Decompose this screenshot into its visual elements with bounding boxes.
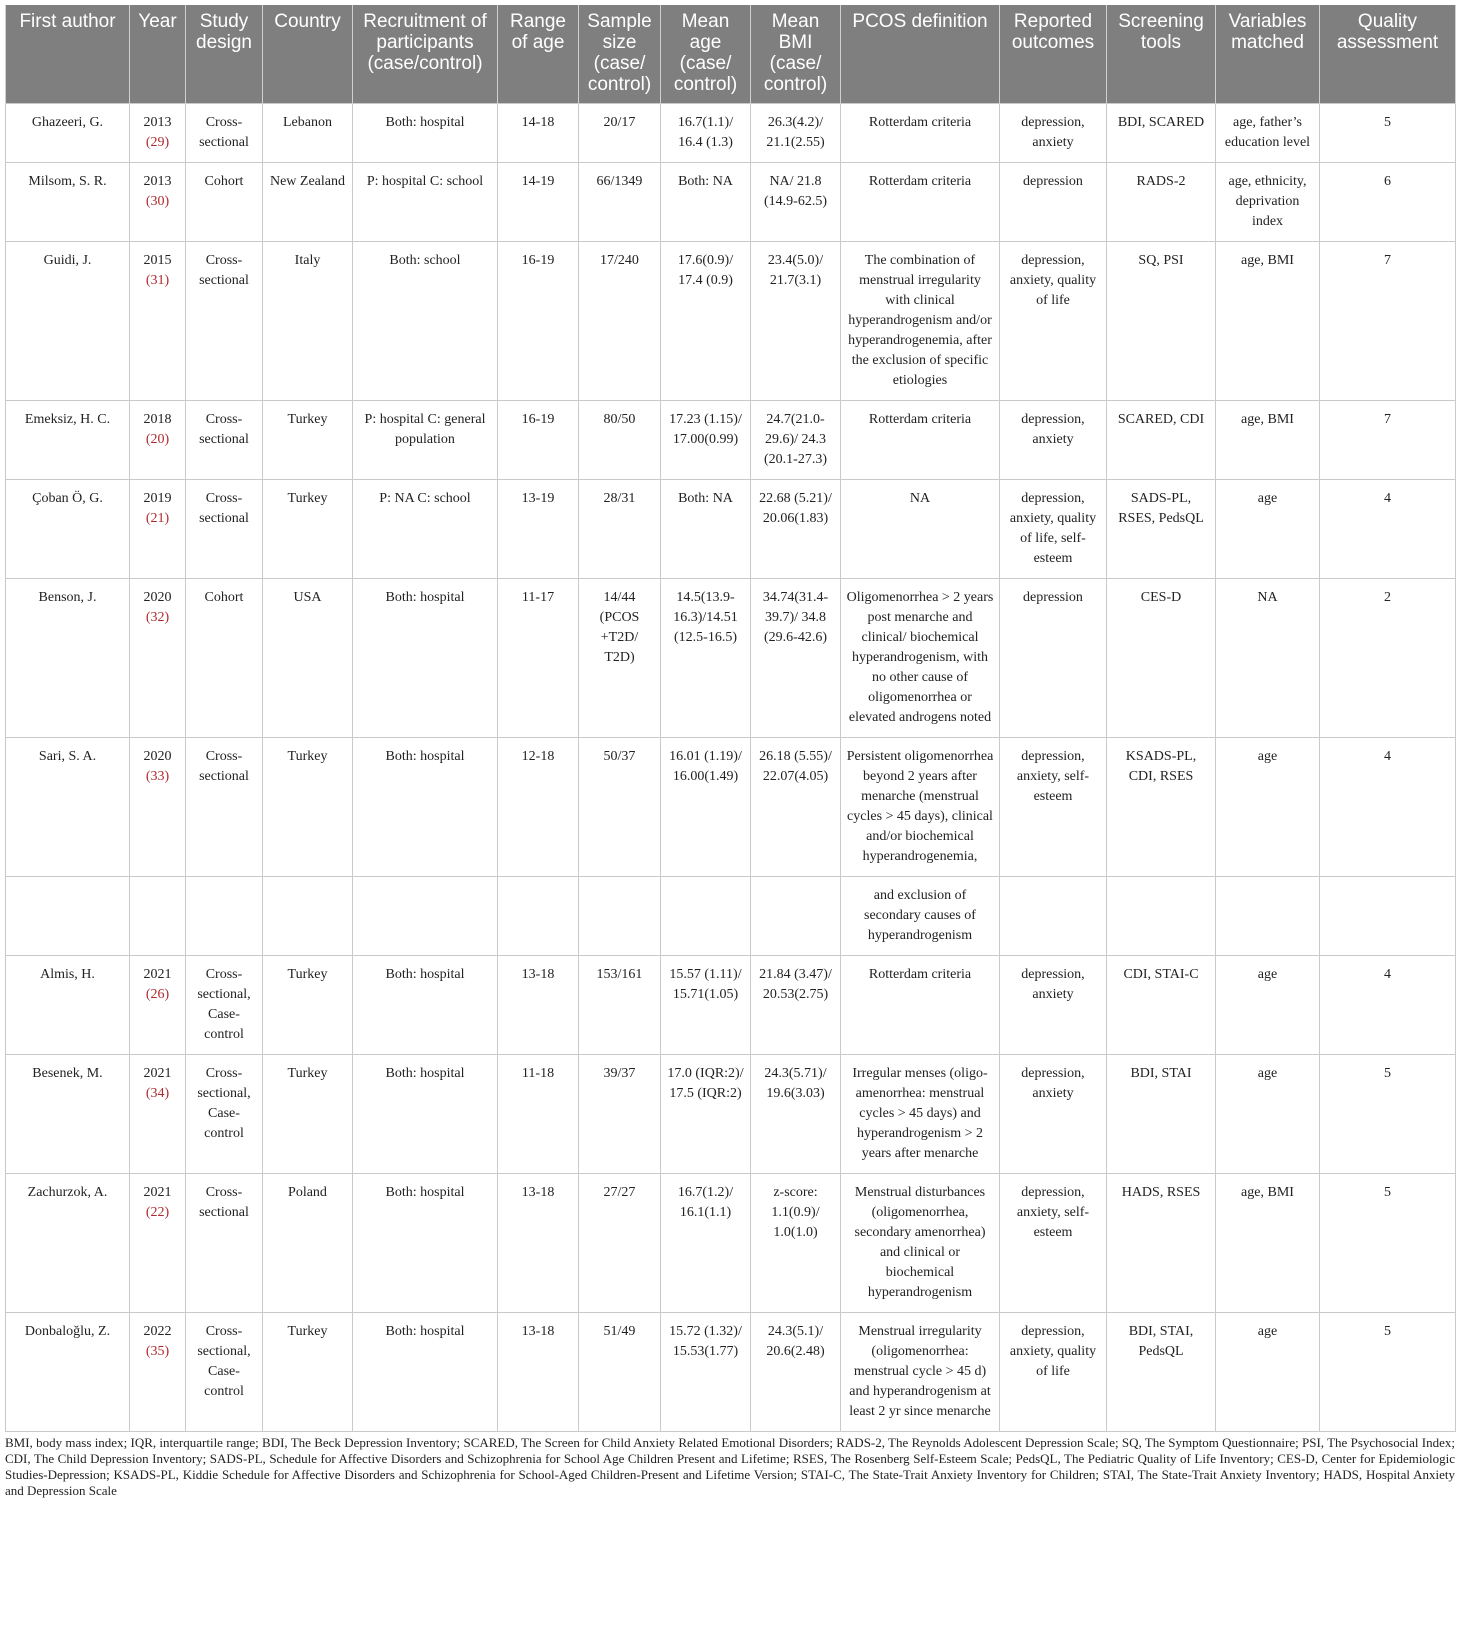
table-row: [6, 1054, 1456, 1173]
cell-country: Poland: [263, 1173, 353, 1312]
cell-quality-assessment: 2: [1320, 578, 1456, 737]
cell-quality-assessment: 5: [1320, 1312, 1456, 1431]
cell-variables-matched: age: [1216, 1054, 1320, 1173]
reference-link[interactable]: (22): [145, 1204, 170, 1220]
cell-range-of-age: 13-19: [498, 479, 579, 578]
cell-first-author: Emeksiz, H. C.: [6, 400, 130, 479]
cell-quality-assessment: 5: [1320, 1054, 1456, 1173]
cell-sample-size: 27/27: [579, 1173, 661, 1312]
cell-first-author: [6, 876, 130, 955]
year-value: 2015: [143, 252, 172, 268]
cell-mean-bmi: z-score: 1.1(0.9)/ 1.0(1.0): [751, 1173, 841, 1312]
reference-link[interactable]: (33): [145, 768, 170, 784]
cell-first-author: Milsom, S. R.: [6, 162, 130, 241]
cell-first-author: Ghazeeri, G.: [6, 103, 130, 162]
cell-country: Turkey: [263, 955, 353, 1054]
reference-link[interactable]: (21): [145, 510, 170, 526]
cell-pcos-definition: Rotterdam criteria: [841, 103, 1000, 162]
header-row: [6, 5, 1456, 103]
cell-recruitment: P: NA C: school: [353, 479, 498, 578]
year-value: 2013: [143, 114, 172, 130]
cell-year: [130, 737, 186, 876]
cell-screening-tools: [1107, 876, 1216, 955]
cell-reported-outcomes: depression, anxiety, quality of life: [1000, 1312, 1107, 1431]
cell-recruitment: Both: hospital: [353, 1054, 498, 1173]
cell-reported-outcomes: depression, anxiety, quality of life, self-esteem: [1000, 479, 1107, 578]
cell-variables-matched: [1216, 876, 1320, 955]
cell-pcos-definition: and exclusion of secondary causes of hyperandrogenism: [841, 876, 1000, 955]
cell-study-design: Cross-sectional: [186, 479, 263, 578]
cell-screening-tools: HADS, RSES: [1107, 1173, 1216, 1312]
cell-recruitment: Both: hospital: [353, 1312, 498, 1431]
cell-quality-assessment: 7: [1320, 400, 1456, 479]
cell-pcos-definition: Irregular menses (oligo-amenorrhea: menstrual cycles > 45 days) and hyperandrogenism > 2 years after menarche: [841, 1054, 1000, 1173]
reference-link[interactable]: (32): [145, 609, 170, 625]
cell-country: Turkey: [263, 1312, 353, 1431]
cell-pcos-definition: Menstrual disturbances (oligomenorrhea, secondary amenorrhea) and clinical or biochemical hyperandrogenism: [841, 1173, 1000, 1312]
cell-year: [130, 400, 186, 479]
cell-study-design: Cross-sectional: [186, 103, 263, 162]
cell-reported-outcomes: depression: [1000, 162, 1107, 241]
cell-sample-size: 153/161: [579, 955, 661, 1054]
cell-variables-matched: age: [1216, 1312, 1320, 1431]
table-row: [6, 876, 1456, 955]
cell-sample-size: 80/50: [579, 400, 661, 479]
cell-pcos-definition: Rotterdam criteria: [841, 955, 1000, 1054]
year-value: 2022: [143, 1323, 172, 1339]
cell-first-author: Besenek, M.: [6, 1054, 130, 1173]
cell-country: Italy: [263, 241, 353, 400]
cell-range-of-age: 16-19: [498, 241, 579, 400]
cell-range-of-age: 12-18: [498, 737, 579, 876]
cell-quality-assessment: [1320, 876, 1456, 955]
year-value: 2021: [143, 1065, 172, 1081]
reference-link[interactable]: (30): [145, 193, 170, 209]
cell-mean-bmi: 23.4(5.0)/ 21.7(3.1): [751, 241, 841, 400]
cell-variables-matched: age, BMI: [1216, 1173, 1320, 1312]
cell-reported-outcomes: depression, anxiety: [1000, 400, 1107, 479]
cell-mean-age: 16.7(1.2)/ 16.1(1.1): [661, 1173, 751, 1312]
cell-country: Turkey: [263, 400, 353, 479]
table-row: [6, 162, 1456, 241]
cell-range-of-age: 13-18: [498, 955, 579, 1054]
cell-study-design: Cohort: [186, 162, 263, 241]
cell-screening-tools: CES-D: [1107, 578, 1216, 737]
cell-sample-size: 39/37: [579, 1054, 661, 1173]
cell-quality-assessment: 6: [1320, 162, 1456, 241]
cell-mean-age: Both: NA: [661, 479, 751, 578]
cell-range-of-age: 14-19: [498, 162, 579, 241]
cell-recruitment: Both: hospital: [353, 103, 498, 162]
cell-range-of-age: 13-18: [498, 1173, 579, 1312]
cell-sample-size: 17/240: [579, 241, 661, 400]
cell-sample-size: 66/1349: [579, 162, 661, 241]
cell-pcos-definition: Oligomenorrhea > 2 years post menarche and clinical/ biochemical hyperandrogenism, with no other cause of oligomenorrhea or elevated androgens noted: [841, 578, 1000, 737]
cell-study-design: Cross-sectional, Case-control: [186, 1054, 263, 1173]
cell-mean-age: 14.5(13.9-16.3)/14.51 (12.5-16.5): [661, 578, 751, 737]
cell-first-author: Zachurzok, A.: [6, 1173, 130, 1312]
cell-recruitment: Both: hospital: [353, 578, 498, 737]
cell-year: [130, 876, 186, 955]
cell-quality-assessment: 5: [1320, 1173, 1456, 1312]
cell-screening-tools: CDI, STAI-C: [1107, 955, 1216, 1054]
cell-mean-bmi: 22.68 (5.21)/ 20.06(1.83): [751, 479, 841, 578]
cell-mean-age: Both: NA: [661, 162, 751, 241]
cell-variables-matched: age, ethnicity, deprivation index: [1216, 162, 1320, 241]
table-row: [6, 241, 1456, 400]
cell-range-of-age: 16-19: [498, 400, 579, 479]
cell-variables-matched: NA: [1216, 578, 1320, 737]
cell-year: [130, 1173, 186, 1312]
cell-variables-matched: age, father’s education level: [1216, 103, 1320, 162]
cell-pcos-definition: NA: [841, 479, 1000, 578]
cell-range-of-age: 13-18: [498, 1312, 579, 1431]
cell-sample-size: [579, 876, 661, 955]
cell-first-author: Sari, S. A.: [6, 737, 130, 876]
year-value: 2020: [143, 748, 172, 764]
cell-pcos-definition: Rotterdam criteria: [841, 400, 1000, 479]
header-reported-outcomes: Reported outcomes: [1000, 5, 1107, 103]
reference-link[interactable]: (31): [145, 272, 170, 288]
cell-year: [130, 241, 186, 400]
header-recruitment: Recruitment of participants (case/control): [353, 5, 498, 103]
cell-reported-outcomes: depression, anxiety: [1000, 955, 1107, 1054]
cell-sample-size: 14/44 (PCOS +T2D/ T2D): [579, 578, 661, 737]
cell-range-of-age: 11-17: [498, 578, 579, 737]
cell-quality-assessment: 5: [1320, 103, 1456, 162]
cell-screening-tools: SCARED, CDI: [1107, 400, 1216, 479]
year-value: 2021: [143, 1184, 172, 1200]
table-row: [6, 103, 1456, 162]
cell-range-of-age: [498, 876, 579, 955]
header-mean-bmi: Mean BMI (case/ control): [751, 5, 841, 103]
cell-year: [130, 479, 186, 578]
cell-sample-size: 50/37: [579, 737, 661, 876]
cell-mean-age: 17.6(0.9)/ 17.4 (0.9): [661, 241, 751, 400]
cell-recruitment: Both: hospital: [353, 955, 498, 1054]
cell-recruitment: Both: school: [353, 241, 498, 400]
cell-study-design: Cross-sectional: [186, 1173, 263, 1312]
cell-recruitment: [353, 876, 498, 955]
header-sample-size: Sample size (case/ control): [579, 5, 661, 103]
cell-country: [263, 876, 353, 955]
cell-mean-age: 15.72 (1.32)/ 15.53(1.77): [661, 1312, 751, 1431]
header-screening-tools: Screening tools: [1107, 5, 1216, 103]
cell-study-design: [186, 876, 263, 955]
cell-reported-outcomes: depression, anxiety: [1000, 1054, 1107, 1173]
cell-recruitment: Both: hospital: [353, 737, 498, 876]
year-value: 2019: [143, 490, 172, 506]
table-row: [6, 578, 1456, 737]
header-first-author: First author: [6, 5, 130, 103]
cell-screening-tools: RADS-2: [1107, 162, 1216, 241]
cell-range-of-age: 14-18: [498, 103, 579, 162]
cell-mean-bmi: 24.3(5.71)/ 19.6(3.03): [751, 1054, 841, 1173]
cell-pcos-definition: Menstrual irregularity (oligomenorrhea: menstrual cycle > 45 d) and hyperandrogenism at least 2 yr since menarche: [841, 1312, 1000, 1431]
study-characteristics-table: [5, 5, 1456, 1432]
cell-quality-assessment: 4: [1320, 955, 1456, 1054]
cell-sample-size: 28/31: [579, 479, 661, 578]
cell-screening-tools: KSADS-PL, CDI, RSES: [1107, 737, 1216, 876]
cell-study-design: Cross-sectional, Case-control: [186, 955, 263, 1054]
table-row: [6, 1312, 1456, 1431]
table-row: [6, 479, 1456, 578]
cell-mean-age: 16.7(1.1)/ 16.4 (1.3): [661, 103, 751, 162]
table-row: [6, 737, 1456, 876]
cell-mean-bmi: 21.84 (3.47)/ 20.53(2.75): [751, 955, 841, 1054]
cell-mean-bmi: [751, 876, 841, 955]
table-footnote: BMI, body mass index; IQR, interquartile range; BDI, The Beck Depression Inventory; SCARED, The Screen for Child Anxiety Related Emotional Disorders; RADS-2, The Reynolds Adolescent Depression Scale; SQ, The Symptom Questionnaire; PSI, The Psychosocial Index; CDI, The Child Depression Inventory; SADS-PL, Schedule for Affective Disorders and Schizophrenia for School Age Children Present and Lifetime; RSES, The Rosenberg Self-Esteem Scale; PedsQL, The Pediatric Quality of Life Inventory; CES-D, Center for Epidemiologic Studies-Depression; KSADS-PL, Kiddie Schedule for Affective Disorders and Schizophrenia for School-Aged Children-Present and Lifetime Version; STAI-C, The State-Trait Anxiety Inventory for Children; STAI, The State-Trait Anxiety Inventory; HADS, Hospital Anxiety and Depression Scale: [5, 1434, 1455, 1498]
cell-sample-size: 51/49: [579, 1312, 661, 1431]
cell-year: [130, 103, 186, 162]
cell-reported-outcomes: depression, anxiety, self-esteem: [1000, 1173, 1107, 1312]
cell-country: New Zealand: [263, 162, 353, 241]
cell-year: [130, 955, 186, 1054]
reference-link[interactable]: (20): [145, 431, 170, 447]
cell-country: Turkey: [263, 737, 353, 876]
cell-study-design: Cross-sectional: [186, 737, 263, 876]
cell-reported-outcomes: depression: [1000, 578, 1107, 737]
table-row: [6, 400, 1456, 479]
cell-mean-bmi: 24.3(5.1)/ 20.6(2.48): [751, 1312, 841, 1431]
cell-quality-assessment: 4: [1320, 737, 1456, 876]
cell-study-design: Cross-sectional: [186, 241, 263, 400]
cell-year: [130, 1312, 186, 1431]
header-year: Year: [130, 5, 186, 103]
year-value: 2013: [143, 173, 172, 189]
cell-country: Turkey: [263, 1054, 353, 1173]
cell-screening-tools: BDI, STAI: [1107, 1054, 1216, 1173]
cell-study-design: Cross-sectional, Case-control: [186, 1312, 263, 1431]
reference-link[interactable]: (29): [145, 134, 170, 150]
year-value: 2018: [143, 411, 172, 427]
cell-mean-age: 17.0 (IQR:2)/ 17.5 (IQR:2): [661, 1054, 751, 1173]
cell-year: [130, 162, 186, 241]
cell-country: USA: [263, 578, 353, 737]
reference-link[interactable]: (34): [145, 1085, 170, 1101]
cell-quality-assessment: 4: [1320, 479, 1456, 578]
cell-year: [130, 578, 186, 737]
table-body: [6, 103, 1456, 1431]
cell-mean-age: 17.23 (1.15)/ 17.00(0.99): [661, 400, 751, 479]
cell-variables-matched: age, BMI: [1216, 241, 1320, 400]
cell-screening-tools: BDI, SCARED: [1107, 103, 1216, 162]
cell-pcos-definition: Persistent oligomenorrhea beyond 2 years after menarche (menstrual cycles > 45 days), clinical and/or biochemical hyperandrogenemia,: [841, 737, 1000, 876]
cell-variables-matched: age: [1216, 955, 1320, 1054]
cell-mean-bmi: 26.3(4.2)/ 21.1(2.55): [751, 103, 841, 162]
cell-country: Turkey: [263, 479, 353, 578]
cell-pcos-definition: Rotterdam criteria: [841, 162, 1000, 241]
header-variables-matched: Variables matched: [1216, 5, 1320, 103]
header-study-design: Study design: [186, 5, 263, 103]
header-mean-age: Mean age (case/ control): [661, 5, 751, 103]
cell-country: Lebanon: [263, 103, 353, 162]
header-quality-assessment: Quality assessment: [1320, 5, 1456, 103]
header-pcos-definition: PCOS definition: [841, 5, 1000, 103]
cell-reported-outcomes: depression, anxiety, self-esteem: [1000, 737, 1107, 876]
reference-link[interactable]: (35): [145, 1343, 170, 1359]
cell-first-author: Donbaloğlu, Z.: [6, 1312, 130, 1431]
cell-mean-age: 16.01 (1.19)/ 16.00(1.49): [661, 737, 751, 876]
study-characteristics-table-container: [5, 5, 1455, 1499]
cell-sample-size: 20/17: [579, 103, 661, 162]
cell-first-author: Benson, J.: [6, 578, 130, 737]
cell-study-design: Cohort: [186, 578, 263, 737]
cell-reported-outcomes: depression, anxiety: [1000, 103, 1107, 162]
cell-first-author: Çoban Ö, G.: [6, 479, 130, 578]
cell-reported-outcomes: [1000, 876, 1107, 955]
cell-year: [130, 1054, 186, 1173]
year-value: 2021: [143, 966, 172, 982]
cell-screening-tools: BDI, STAI, PedsQL: [1107, 1312, 1216, 1431]
cell-mean-age: 15.57 (1.11)/ 15.71(1.05): [661, 955, 751, 1054]
cell-screening-tools: SADS-PL, RSES, PedsQL: [1107, 479, 1216, 578]
header-range-of-age: Range of age: [498, 5, 579, 103]
cell-quality-assessment: 7: [1320, 241, 1456, 400]
cell-variables-matched: age: [1216, 737, 1320, 876]
cell-variables-matched: age: [1216, 479, 1320, 578]
cell-reported-outcomes: depression, anxiety, quality of life: [1000, 241, 1107, 400]
table-row: [6, 955, 1456, 1054]
cell-mean-bmi: NA/ 21.8 (14.9-62.5): [751, 162, 841, 241]
cell-variables-matched: age, BMI: [1216, 400, 1320, 479]
cell-mean-age: [661, 876, 751, 955]
cell-first-author: Guidi, J.: [6, 241, 130, 400]
cell-recruitment: P: hospital C: general population: [353, 400, 498, 479]
cell-mean-bmi: 24.7(21.0-29.6)/ 24.3 (20.1-27.3): [751, 400, 841, 479]
cell-first-author: Almis, H.: [6, 955, 130, 1054]
reference-link[interactable]: (26): [145, 986, 170, 1002]
cell-recruitment: Both: hospital: [353, 1173, 498, 1312]
cell-range-of-age: 11-18: [498, 1054, 579, 1173]
cell-study-design: Cross-sectional: [186, 400, 263, 479]
header-country: Country: [263, 5, 353, 103]
cell-pcos-definition: The combination of menstrual irregularity with clinical hyperandrogenism and/or hyperandrogenemia, after the exclusion of specific etiologies: [841, 241, 1000, 400]
table-row: [6, 1173, 1456, 1312]
cell-screening-tools: SQ, PSI: [1107, 241, 1216, 400]
cell-mean-bmi: 26.18 (5.55)/ 22.07(4.05): [751, 737, 841, 876]
cell-mean-bmi: 34.74(31.4-39.7)/ 34.8 (29.6-42.6): [751, 578, 841, 737]
cell-recruitment: P: hospital C: school: [353, 162, 498, 241]
year-value: 2020: [143, 589, 172, 605]
